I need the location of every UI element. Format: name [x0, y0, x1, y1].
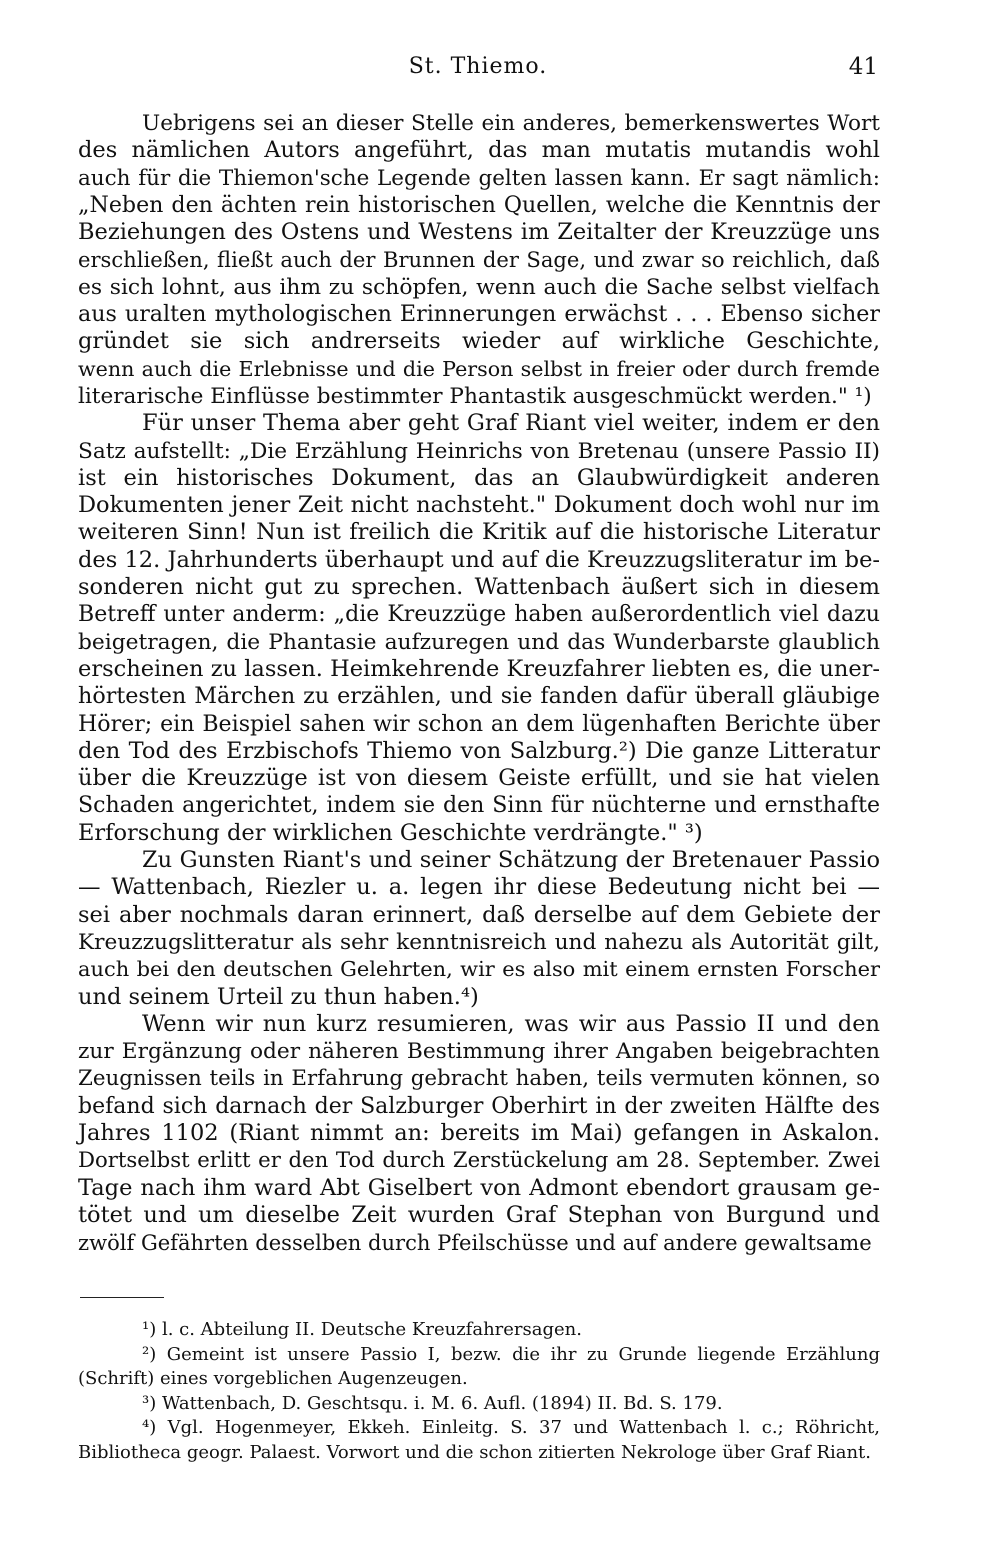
text-line: wenn auch die Erlebnisse und die Person selbst in freier oder durch fremde: [78, 356, 880, 381]
text-line: „Neben den ächten rein historischen Quellen, welche die Kenntnis der: [78, 191, 880, 218]
text-line: Zu Gunsten Riant's und seiner Schätzung der Bretenauer Passio: [142, 847, 880, 874]
text-line: Betreff unter anderm: „die Kreuzzüge haben außerordentlich viel dazu: [78, 602, 880, 628]
text-line: ist ein historisches Dokument, das an Glaubwürdigkeit anderen: [78, 464, 880, 491]
page-header: [78, 54, 878, 84]
footnote-line: ³) Wattenbach, D. Geschtsqu. i. M. 6. Aufl. (1894) II. Bd. S. 179.: [142, 1392, 723, 1414]
footnote-line: Bibliotheca geogr. Palaest. Vorwort und die schon zitierten Nekrologe über Graf Riant.: [78, 1441, 872, 1463]
text-line: — Wattenbach, Riezler u. a. legen ihr diese Bedeutung nicht bei —: [78, 874, 880, 901]
text-line: des 12. Jahrhunderts überhaupt und auf die Kreuzzugsliteratur im be-: [78, 546, 880, 573]
text-line: weiteren Sinn! Nun ist freilich die Kritik auf die historische Literatur: [78, 519, 880, 546]
text-line: sonderen nicht gut zu sprechen. Wattenbach äußert sich in diesem: [78, 574, 880, 601]
body-text: [78, 110, 880, 1256]
text-line: Kreuzzugslitteratur als sehr kenntnisreich und nahezu als Autorität gilt,: [78, 929, 880, 955]
text-line: literarische Einflüsse bestimmter Phantastik ausgeschmückt werden." ¹): [78, 383, 872, 409]
text-line: zwölf Gefährten desselben durch Pfeilschüsse und auf andere gewaltsame: [78, 1230, 872, 1256]
running-title: St. Thiemo.: [408, 54, 548, 79]
text-line: Schaden angerichtet, indem sie den Sinn für nüchterne und ernsthafte: [78, 793, 880, 819]
paragraph: [78, 410, 880, 847]
text-line: Dortselbst erlitt er den Tod durch Zerstückelung am 28. September. Zwei: [78, 1148, 880, 1174]
text-line: tötet und um dieselbe Zeit wurden Graf Stephan von Burgund und: [78, 1201, 880, 1228]
text-line: befand sich darnach der Salzburger Oberhirt in der zweiten Hälfte des: [78, 1093, 880, 1119]
footnotes: [78, 1318, 880, 1465]
text-line: aus uralten mythologischen Erinnerungen erwächst . . . Ebenso sicher: [78, 301, 880, 328]
footnote: [78, 1318, 880, 1343]
text-line: es sich lohnt, aus ihm zu schöpfen, wenn auch die Sache selbst vielfach: [78, 274, 880, 300]
footnote-line: ⁴) Vgl. Hogenmeyer, Ekkeh. Einleitg. S. 37 und Wattenbach l. c.; Röhricht,: [142, 1417, 880, 1438]
text-line: den Tod des Erzbischofs Thiemo von Salzburg.²) Die ganze Litteratur: [78, 737, 880, 764]
footnote-line: (Schrift) eines vorgeblichen Augenzeugen.: [78, 1368, 468, 1389]
text-line: Jahres 1102 (Riant nimmt an: bereits im Mai) gefangen in Askalon.: [78, 1119, 880, 1146]
footnote: [78, 1343, 880, 1392]
text-line: Satz aufstellt: „Die Erzählung Heinrichs von Bretenau (unsere Passio II): [78, 438, 880, 464]
paragraph: [78, 1011, 880, 1257]
text-line: des nämlichen Autors angeführt, das man mutatis mutandis wohl: [78, 137, 880, 164]
footnote: [78, 1416, 880, 1465]
page-number: 41: [848, 54, 878, 80]
paragraph: [78, 847, 880, 1011]
text-line: sei aber nochmals daran erinnert, daß derselbe auf dem Gebiete der: [78, 901, 880, 928]
text-line: Tage nach ihm ward Abt Giselbert von Admont ebendort grausam ge-: [78, 1174, 880, 1201]
footnote: [78, 1392, 880, 1417]
text-line: erschließen, fließt auch der Brunnen der Sage, und zwar so reichlich, daß: [78, 247, 880, 273]
text-line: beigetragen, die Phantasie aufzuregen und das Wunderbarste glaublich: [78, 629, 880, 655]
text-line: Erforschung der wirklichen Geschichte verdrängte." ³): [78, 819, 703, 846]
text-line: und seinem Urteil zu thun haben.⁴): [78, 983, 479, 1010]
text-line: Uebrigens sei an dieser Stelle ein anderes, bemerkenswertes Wort: [142, 111, 880, 136]
text-line: erscheinen zu lassen. Heimkehrende Kreuzfahrer liebten es, die uner-: [78, 655, 880, 682]
text-line: gründet sie sich andrerseits wieder auf wirkliche Geschichte,: [78, 328, 880, 355]
text-line: auch für die Thiemon'sche Legende gelten lassen kann. Er sagt nämlich:: [78, 165, 880, 191]
text-line: Beziehungen des Ostens und Westens im Zeitalter der Kreuzzüge uns: [78, 219, 880, 246]
text-line: Hörer; ein Beispiel sahen wir schon an dem lügenhaften Berichte über: [78, 710, 880, 737]
text-line: Dokumenten jener Zeit nicht nachsteht." Dokument doch wohl nur im: [78, 492, 880, 519]
text-line: Für unser Thema aber geht Graf Riant viel weiter, indem er den: [142, 410, 880, 437]
text-line: hörtesten Märchen zu erzählen, und sie fanden dafür überall gläubige: [78, 683, 880, 710]
text-line: über die Kreuzzüge ist von diesem Geiste erfüllt, und sie hat vielen: [78, 765, 880, 792]
text-line: Zeugnissen teils in Erfahrung gebracht haben, teils vermuten können, so: [78, 1066, 880, 1092]
footnote-line: ²) Gemeint ist unsere Passio I, bezw. die ihr zu Grunde liegende Erzählung: [142, 1343, 880, 1365]
paragraph: [78, 110, 880, 410]
text-line: zur Ergänzung oder näheren Bestimmung ihrer Angaben beigebrachten: [78, 1039, 880, 1065]
footnote-line: ¹) l. c. Abteilung II. Deutsche Kreuzfahrersagen.: [142, 1319, 582, 1340]
footnote-separator: [80, 1297, 164, 1298]
text-line: auch bei den deutschen Gelehrten, wir es also mit einem ernsten Forscher: [78, 957, 880, 982]
text-line: Wenn wir nun kurz resumieren, was wir aus Passio II und den: [142, 1010, 880, 1037]
